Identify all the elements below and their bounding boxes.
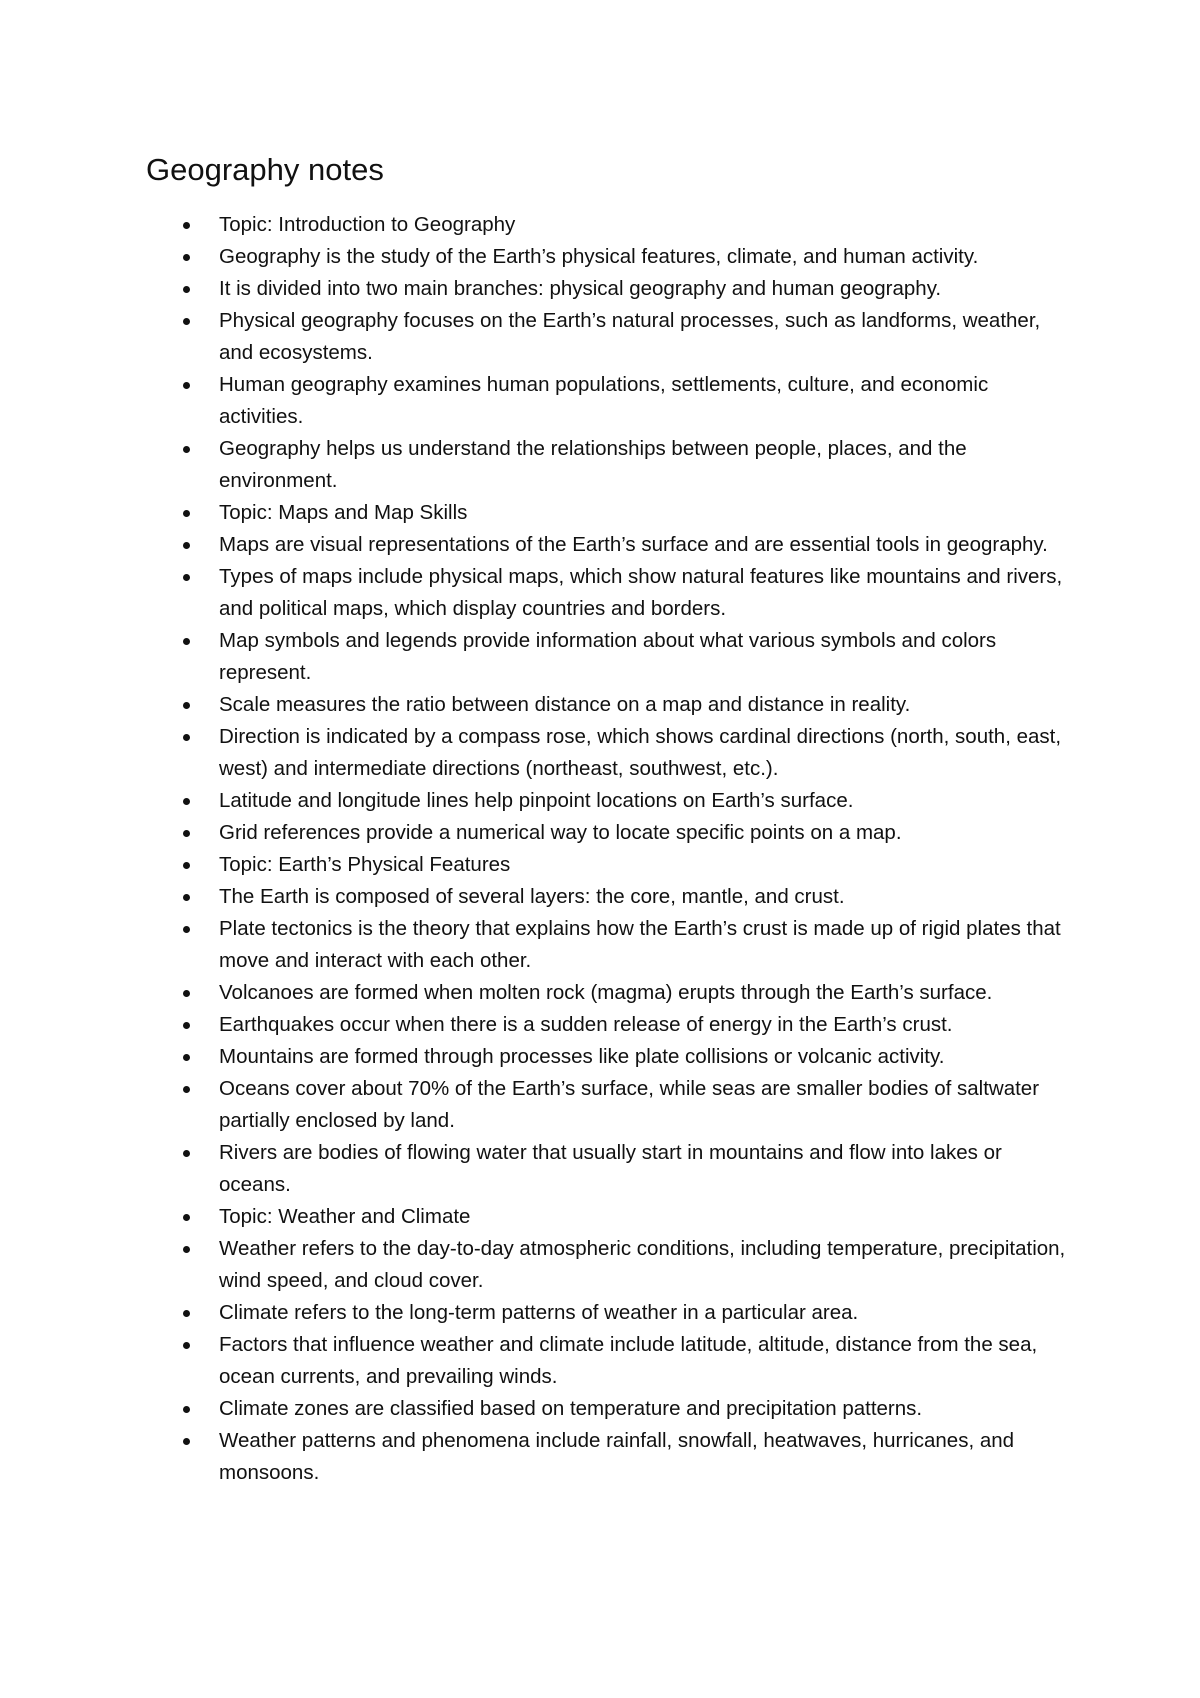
list-item <box>146 785 1066 817</box>
list-item-text: Weather refers to the day-to-day atmospheric conditions, including temperature, precipitation, wind speed, and cloud cover. <box>219 1237 1066 1292</box>
bullet-icon <box>183 1342 190 1349</box>
list-item <box>146 1329 1066 1393</box>
list-item <box>146 529 1066 561</box>
list-item-text: Latitude and longitude lines help pinpoint locations on Earth’s surface. <box>219 789 854 812</box>
bullet-icon <box>183 446 190 453</box>
list-item <box>146 433 1066 497</box>
list-item <box>146 1041 1066 1073</box>
notes-list <box>146 209 1066 1489</box>
bullet-icon <box>183 926 190 933</box>
bullet-icon <box>183 1246 190 1253</box>
bullet-icon <box>183 1054 190 1061</box>
list-item <box>146 561 1066 625</box>
list-item <box>146 1009 1066 1041</box>
list-item <box>146 689 1066 721</box>
list-item <box>146 1137 1066 1201</box>
bullet-icon <box>183 318 190 325</box>
bullet-icon <box>183 222 190 229</box>
list-item-text: Climate refers to the long-term patterns of weather in a particular area. <box>219 1301 859 1324</box>
list-item-text: Climate zones are classified based on temperature and precipitation patterns. <box>219 1397 923 1420</box>
list-item-text: It is divided into two main branches: physical geography and human geography. <box>219 277 942 300</box>
list-item <box>146 497 1066 529</box>
list-item-text: Maps are visual representations of the Earth’s surface and are essential tools in geography. <box>219 533 1048 556</box>
list-item-text: Oceans cover about 70% of the Earth’s surface, while seas are smaller bodies of saltwater partially enclosed by land. <box>219 1077 1040 1132</box>
list-item <box>146 1297 1066 1329</box>
list-item <box>146 849 1066 881</box>
list-item-text: Factors that influence weather and climate include latitude, altitude, distance from the sea, ocean currents, and prevailing winds. <box>219 1333 1038 1388</box>
bullet-icon <box>183 286 190 293</box>
list-item-text: Topic: Earth’s Physical Features <box>219 853 511 876</box>
bullet-icon <box>183 734 190 741</box>
list-item-text: Scale measures the ratio between distance on a map and distance in reality. <box>219 693 911 716</box>
bullet-icon <box>183 382 190 389</box>
list-item <box>146 209 1066 241</box>
list-item-text: Plate tectonics is the theory that explains how the Earth’s crust is made up of rigid plates that move and interact with each other. <box>219 917 1061 972</box>
list-item-text: Weather patterns and phenomena include rainfall, snowfall, heatwaves, hurricanes, and monsoons. <box>219 1429 1015 1484</box>
list-item-text: Mountains are formed through processes like plate collisions or volcanic activity. <box>219 1045 945 1068</box>
list-item-text: Topic: Weather and Climate <box>219 1205 471 1228</box>
list-item <box>146 977 1066 1009</box>
list-item-text: Geography is the study of the Earth’s physical features, climate, and human activity. <box>219 245 979 268</box>
bullet-icon <box>183 894 190 901</box>
bullet-icon <box>183 1150 190 1157</box>
bullet-icon <box>183 638 190 645</box>
bullet-icon <box>183 542 190 549</box>
list-item-text: Types of maps include physical maps, which show natural features like mountains and rivers, and political maps, which display countries and borders. <box>219 565 1063 620</box>
bullet-icon <box>183 510 190 517</box>
list-item <box>146 1201 1066 1233</box>
bullet-icon <box>183 798 190 805</box>
list-item-text: Earthquakes occur when there is a sudden release of energy in the Earth’s crust. <box>219 1013 953 1036</box>
list-item-text: Volcanoes are formed when molten rock (magma) erupts through the Earth’s surface. <box>219 981 993 1004</box>
list-item-text: Direction is indicated by a compass rose, which shows cardinal directions (north, south, east, west) and intermediate directions (northeast, southwest, etc.). <box>219 725 1062 780</box>
list-item <box>146 1233 1066 1297</box>
bullet-icon <box>183 1406 190 1413</box>
list-item-text: Physical geography focuses on the Earth’s natural processes, such as landforms, weather, and ecosystems. <box>219 309 1041 364</box>
list-item-text: Rivers are bodies of flowing water that usually start in mountains and flow into lakes or oceans. <box>219 1141 1002 1196</box>
list-item <box>146 305 1066 369</box>
bullet-icon <box>183 702 190 709</box>
bullet-icon <box>183 254 190 261</box>
bullet-icon <box>183 990 190 997</box>
list-item-text: Human geography examines human populations, settlements, culture, and economic activities. <box>219 373 989 428</box>
list-item <box>146 913 1066 977</box>
bullet-icon <box>183 830 190 837</box>
list-item <box>146 625 1066 689</box>
bullet-icon <box>183 1022 190 1029</box>
list-item-text: Topic: Maps and Map Skills <box>219 501 468 524</box>
list-item <box>146 273 1066 305</box>
list-item <box>146 241 1066 273</box>
bullet-icon <box>183 1214 190 1221</box>
document-title: Geography notes <box>146 152 384 187</box>
bullet-icon <box>183 1086 190 1093</box>
list-item-text: Geography helps us understand the relationships between people, places, and the environment. <box>219 437 967 492</box>
bullet-icon <box>183 1438 190 1445</box>
list-item-text: Topic: Introduction to Geography <box>219 213 516 236</box>
list-item <box>146 1073 1066 1137</box>
list-item-text: Map symbols and legends provide information about what various symbols and colors represent. <box>219 629 997 684</box>
list-item <box>146 881 1066 913</box>
list-item-text: The Earth is composed of several layers: the core, mantle, and crust. <box>219 885 845 908</box>
list-item <box>146 817 1066 849</box>
list-item <box>146 369 1066 433</box>
list-item-text: Grid references provide a numerical way to locate specific points on a map. <box>219 821 902 844</box>
list-item <box>146 721 1066 785</box>
list-item <box>146 1393 1066 1425</box>
bullet-icon <box>183 862 190 869</box>
list-item <box>146 1425 1066 1489</box>
bullet-icon <box>183 574 190 581</box>
bullet-icon <box>183 1310 190 1317</box>
